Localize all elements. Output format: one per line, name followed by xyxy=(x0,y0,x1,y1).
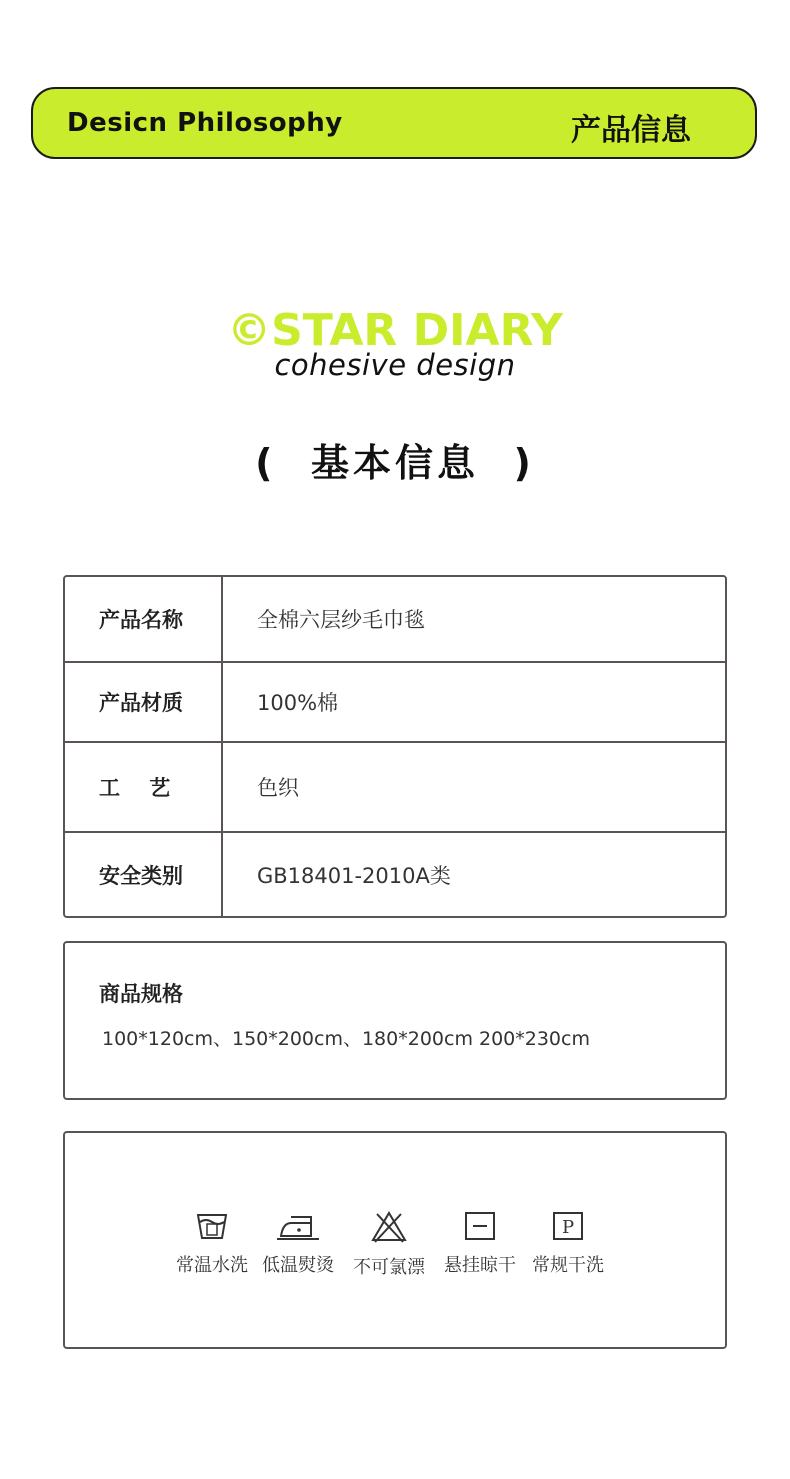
table-row xyxy=(65,743,725,833)
row-label: 产品材质 xyxy=(65,663,223,741)
care-item xyxy=(522,1211,614,1277)
spec-values: 100*120cm、150*200cm、180*200cm 200*230cm xyxy=(102,1028,590,1050)
row-value: GB18401-2010A类 xyxy=(257,863,451,888)
care-label: 低温熨烫 xyxy=(262,1255,334,1276)
care-label: 常温水洗 xyxy=(176,1255,248,1276)
dry-clean-p-icon xyxy=(552,1211,584,1241)
header-banner xyxy=(31,87,757,159)
brand-logo: ©STAR DIARY xyxy=(227,305,563,356)
row-label: 安全类别 xyxy=(65,833,223,916)
spec-box xyxy=(63,941,727,1100)
spec-title: 商品规格 xyxy=(99,982,183,1006)
section-title: ( 基本信息 ) xyxy=(255,441,535,485)
care-label: 不可氯漂 xyxy=(353,1257,425,1278)
care-box xyxy=(63,1131,727,1349)
table-row xyxy=(65,577,725,663)
header-title-cn: 产品信息 xyxy=(571,113,691,148)
row-value: 100%棉 xyxy=(257,691,339,715)
info-table xyxy=(63,575,727,918)
row-value: 色织 xyxy=(257,776,299,800)
header-title-en: Desicn Philosophy xyxy=(67,108,343,138)
row-value: 全棉六层纱毛巾毯 xyxy=(257,608,425,632)
iron-icon xyxy=(277,1211,319,1241)
wash-tub-icon xyxy=(196,1211,228,1241)
svg-text:P: P xyxy=(561,1217,575,1238)
care-item xyxy=(252,1211,344,1277)
care-item xyxy=(434,1211,526,1277)
care-item xyxy=(343,1211,435,1279)
care-label: 常规干洗 xyxy=(532,1255,604,1276)
no-bleach-icon xyxy=(371,1211,407,1243)
table-row xyxy=(65,663,725,743)
row-label: 产品名称 xyxy=(65,577,223,661)
brand-tagline: cohesive design xyxy=(274,348,516,382)
care-item xyxy=(166,1211,258,1277)
hang-dry-icon xyxy=(464,1211,496,1241)
table-row xyxy=(65,833,725,916)
row-label: 工 艺 xyxy=(65,743,223,831)
care-label: 悬挂晾干 xyxy=(444,1255,516,1276)
